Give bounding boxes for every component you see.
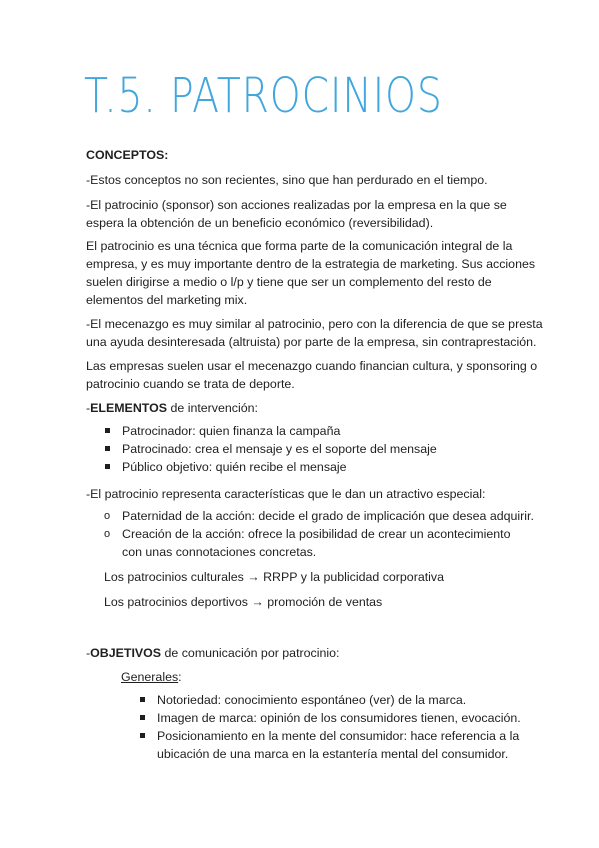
conceptos-p2-line1: -El patrocinio (sponsor) son acciones realizadas por la empresa en la que se [86, 198, 507, 212]
square-bullet-icon [105, 446, 110, 451]
circle-bullet-icon: o [104, 528, 111, 540]
page-title: T.5. PATROCINIOS [84, 68, 443, 124]
square-bullet-icon [140, 733, 145, 738]
atractivo-intro: -El patrocinio representa características que le dan un atractivo especial: [86, 487, 486, 501]
conceptos-p5-line1: Las empresas suelen usar el mecenazgo cuando financian cultura, y sponsoring o [86, 359, 538, 373]
conceptos-p3-line2: empresa, y es muy importante dentro de la estrategia de marketing. Sus acciones [86, 257, 536, 271]
objetivos-item: Posicionamiento en la mente del consumidor: hace referencia a la [157, 729, 520, 743]
elementos-heading: -ELEMENTOS de intervención: [86, 401, 258, 415]
objetivos-subheading: Generales: [121, 670, 182, 684]
square-bullet-icon [140, 697, 145, 702]
square-bullet-icon [105, 464, 110, 469]
atractivo-item: Paternidad de la acción: decide el grado de implicación que desea adquirir. [122, 509, 534, 523]
square-bullet-icon [140, 715, 145, 720]
elementos-item: Patrocinador: quien finanza la campaña [122, 424, 341, 438]
conceptos-p5-line2: patrocinio cuando se trata de deporte. [86, 377, 295, 391]
objetivos-item: Notoriedad: conocimiento espontáneo (ver) de la marca. [157, 693, 467, 707]
conceptos-p3-line3: suelen dirigirse a medio o l/p y tiene que ser un complemento del resto de [86, 275, 492, 289]
circle-bullet-icon: o [104, 510, 111, 522]
elementos-item: Patrocinado: crea el mensaje y es el soporte del mensaje [122, 442, 437, 456]
atractivo-item-continuation: con unas connotaciones concretas. [122, 545, 317, 559]
objetivos-heading: -OBJETIVOS de comunicación por patrocinio: [86, 646, 340, 660]
conceptos-p4-line1: -El mecenazgo es muy similar al patrocinio, pero con la diferencia de que se presta [86, 317, 543, 331]
atractivo-item: Creación de la acción: ofrece la posibilidad de crear un acontecimiento [122, 527, 511, 541]
conceptos-p2-line2: espera la obtención de un beneficio económico (reversibilidad). [86, 216, 434, 230]
elementos-item: Público objetivo: quién recibe el mensaje [122, 460, 347, 474]
arrow-line-deportivo: Los patrocinios deportivos → promoción de ventas [104, 595, 383, 609]
conceptos-p3-line1: El patrocinio es una técnica que forma parte de la comunicación integral de la [86, 239, 513, 253]
conceptos-p4-line2: una ayuda desinteresada (altruista) por parte de la empresa, sin contraprestación. [86, 335, 537, 349]
conceptos-p1: -Estos conceptos no son recientes, sino que han perdurado en el tiempo. [86, 173, 488, 187]
conceptos-heading: CONCEPTOS: [86, 148, 169, 162]
conceptos-p3-line4: elementos del marketing mix. [86, 293, 248, 307]
objetivos-item: Imagen de marca: opinión de los consumidores tienen, evocación. [157, 711, 521, 725]
arrow-line-cultural: Los patrocinios culturales → RRPP y la publicidad corporativa [104, 570, 444, 584]
square-bullet-icon [105, 428, 110, 433]
objetivos-item-continuation: ubicación de una marca en la estantería mental del consumidor. [157, 747, 509, 761]
